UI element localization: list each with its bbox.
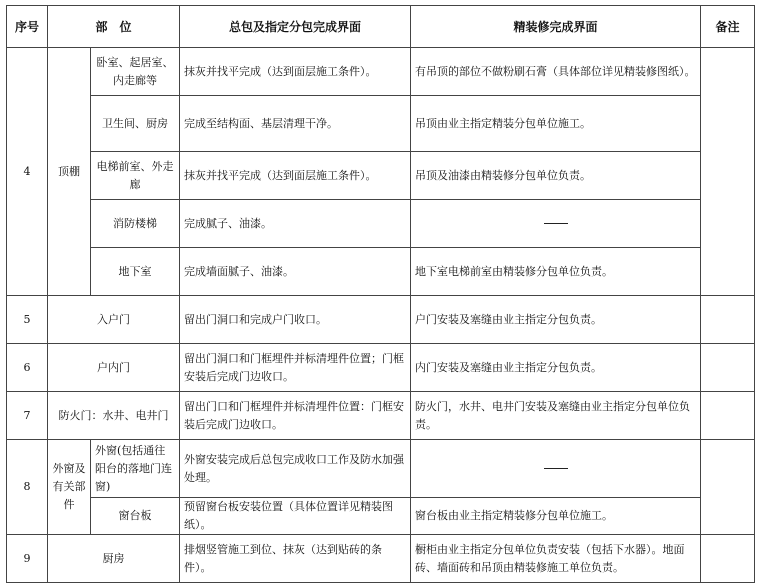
part-cell: 外窗(包括通往阳台的落地门连窗) [91, 440, 180, 498]
row-number: 5 [7, 296, 48, 344]
decoration-cell: 吊顶由业主指定精装分包单位施工。 [411, 96, 701, 152]
contractor-cell: 排烟竖管施工到位、抹灰（达到贴砖的条件）。 [180, 535, 411, 583]
part-cell: 厨房 [48, 535, 180, 583]
table-row [7, 392, 755, 440]
table-row [7, 344, 755, 392]
header-part: 部 位 [48, 6, 180, 48]
header-decoration: 精装修完成界面 [411, 6, 701, 48]
table-row [7, 96, 755, 152]
contractor-cell: 完成墙面腻子、油漆。 [180, 248, 411, 296]
contractor-cell: 留出门洞口和门框埋件并标清埋件位置；门框安装后完成门边收口。 [180, 344, 411, 392]
remark-cell [701, 344, 755, 392]
table-row [7, 248, 755, 296]
table-row [7, 498, 755, 535]
table-row [7, 535, 755, 583]
contractor-cell: 留出门洞口和完成户门收口。 [180, 296, 411, 344]
contractor-cell: 完成腻子、油漆。 [180, 200, 411, 248]
header-row [7, 6, 755, 48]
contractor-cell: 抹灰并找平完成（达到面层施工条件）。 [180, 48, 411, 96]
decoration-cell: 窗台板由业主指定精装修分包单位施工。 [411, 498, 701, 535]
contractor-cell: 外窗安装完成后总包完成收口工作及防水加强处理。 [180, 440, 411, 498]
dash-mark [544, 223, 568, 224]
remark-cell [701, 48, 755, 296]
remark-cell [701, 535, 755, 583]
table-row [7, 48, 755, 96]
part-cell: 消防楼梯 [91, 200, 180, 248]
decoration-cell: 内门安装及塞缝由业主指定分包负责。 [411, 344, 701, 392]
part-cell: 户内门 [48, 344, 180, 392]
decoration-cell-dash [411, 200, 701, 248]
part-cell: 窗台板 [91, 498, 180, 535]
remark-cell [701, 440, 755, 535]
decoration-cell: 有吊顶的部位不做粉刷石膏（具体部位详见精装修图纸）。 [411, 48, 701, 96]
decoration-cell: 地下室电梯前室由精装修分包单位负责。 [411, 248, 701, 296]
part-cell: 入户门 [48, 296, 180, 344]
part-cell: 防火门：水井、电井门 [48, 392, 180, 440]
remark-cell [701, 296, 755, 344]
contractor-cell: 抹灰并找平完成（达到面层施工条件）。 [180, 152, 411, 200]
table-row [7, 296, 755, 344]
decoration-cell: 吊顶及油漆由精装修分包单位负责。 [411, 152, 701, 200]
table-row [7, 440, 755, 498]
part-cell: 电梯前室、外走廊 [91, 152, 180, 200]
row-number: 6 [7, 344, 48, 392]
header-contractor: 总包及指定分包完成界面 [180, 6, 411, 48]
header-no: 序号 [7, 6, 48, 48]
interface-table [6, 5, 755, 583]
decoration-cell: 户门安装及塞缝由业主指定分包负责。 [411, 296, 701, 344]
row-number: 4 [7, 48, 48, 296]
part-cell: 卫生间、厨房 [91, 96, 180, 152]
header-remark: 备注 [701, 6, 755, 48]
dash-mark [544, 468, 568, 469]
contractor-cell: 留出门口和门框埋件并标清埋件位置：门框安装后完成门边收口。 [180, 392, 411, 440]
part-cell: 地下室 [91, 248, 180, 296]
row-number: 8 [7, 440, 48, 535]
row-number: 9 [7, 535, 48, 583]
row-number: 7 [7, 392, 48, 440]
remark-cell [701, 392, 755, 440]
table-row [7, 200, 755, 248]
part-cell: 卧室、起居室、内走廊等 [91, 48, 180, 96]
group-label: 外窗及有关部件 [48, 440, 91, 535]
contractor-cell: 预留窗台板安装位置（具体位置详见精装图纸）。 [180, 498, 411, 535]
decoration-cell: 防火门，水井、电井门安装及塞缝由业主指定分包单位负责。 [411, 392, 701, 440]
contractor-cell: 完成至结构面、基层清理干净。 [180, 96, 411, 152]
group-label: 顶棚 [48, 48, 91, 296]
decoration-cell: 橱柜由业主指定分包单位负责安装（包括下水器）。地面砖、墙面砖和吊顶由精装修施工单位负责。 [411, 535, 701, 583]
table-row [7, 152, 755, 200]
decoration-cell-dash [411, 440, 701, 498]
